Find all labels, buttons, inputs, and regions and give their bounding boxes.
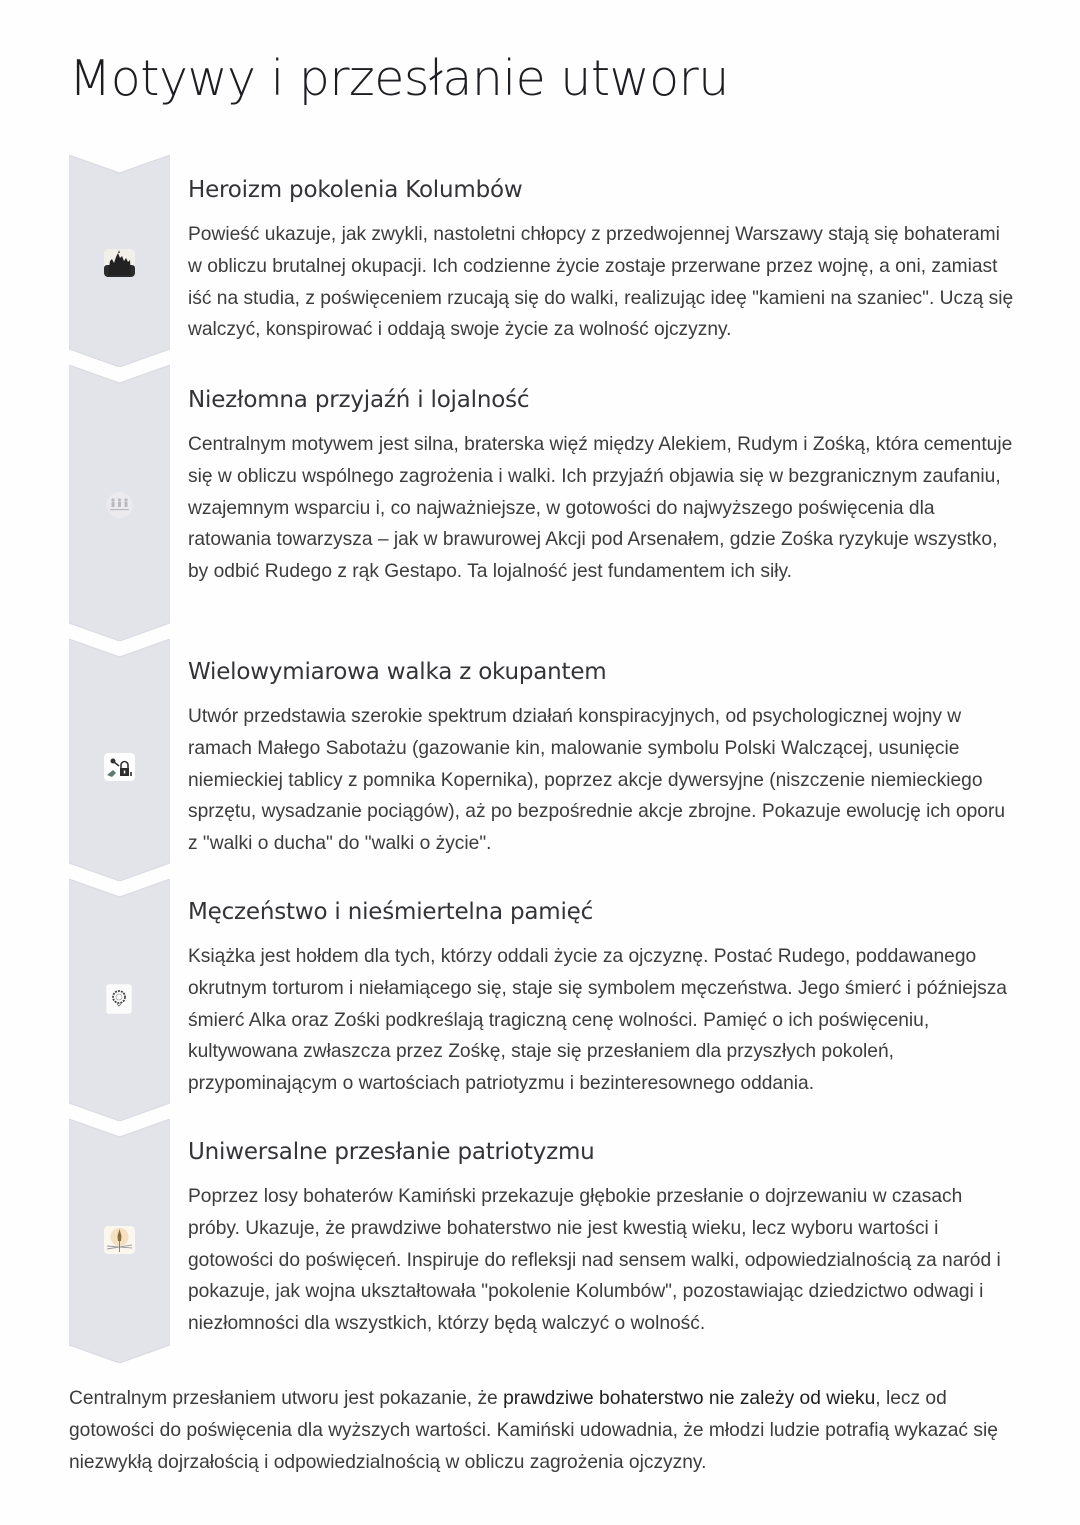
summary-paragraph xyxy=(69,1383,1019,1478)
step-title: Uniwersalne przesłanie patriotyzmu xyxy=(188,1139,595,1165)
soldiers-silhouette-icon xyxy=(104,249,135,277)
summary-text-after: , lecz od gotowości do poświęcenia dla wyższych wartości. Kamiński udowadnia, że młodzi ludzie potrafią wykazać się niezwykłą dojrzałością i odpowiedzialnością w obliczu zagrożenia ojczyzny. xyxy=(69,1388,998,1473)
step-title: Wielowymiarowa walka z okupantem xyxy=(188,659,607,685)
summary-text-before: Centralnym przesłaniem utworu jest pokazanie, że xyxy=(69,1388,504,1409)
timeline-step-patriotism xyxy=(69,1119,1029,1363)
step-description: Utwór przedstawia szerokie spektrum działań konspiracyjnych, od psychologicznej wojny w ramach Małego Sabotażu (gazowanie kin, malowanie symbolu Polski Walczącej, usunięcie niemieckiej tablicy z pomnika Kopernika), poprzez akcje dywersyjne (niszczenie niemieckiego sprzętu, wysadzanie pociągów), aż po bezpośrednie akcje zbrojne. Pokazuje ewolucję ich oporu z "walki o ducha" do "walki o życie". xyxy=(188,706,1006,855)
step-description: Książka jest hołdem dla tych, którzy oddali życie za ojczyznę. Postać Rudego, poddawanego okrutnym torturom i niełamiącego się, staje się symbolem męczeństwa. Jego śmierć i późniejsza śmierć Alka oraz Zośki podkreślają tragiczną cenę wolności. Pamięć o ich poświęceniu, kultywowana zwłaszcza przez Zośkę, staje się przesłaniem dla przyszłych pokoleń, przypominającym o wartościach patriotyzmu i bezinteresownego oddania. xyxy=(188,946,1007,1095)
memorial-wreath-icon xyxy=(106,984,132,1014)
timeline-step-martyrdom xyxy=(69,879,1029,1121)
patriotic-emblem-icon xyxy=(104,1226,135,1254)
step-title: Męczeństwo i nieśmiertelna pamięć xyxy=(188,899,594,925)
friends-group-icon xyxy=(104,491,135,519)
step-description: Centralnym motywem jest silna, braterska więź między Alekiem, Rudym i Zośką, która cementuje się w obliczu wspólnego zagrożenia i walki. Ich przyjaźń objawia się w bezgranicznym zaufaniu, wzajemnym wsparciu i, co najważniejsze, w gotowości do najwyższego poświęcenia dla ratowania towarzysza – jak w brawurowej Akcji pod Arsenałem, gdzie Zośka ryzykuje wszystko, by odbić Rudego z rąk Gestapo. Ta lojalność jest fundamentem ich siły. xyxy=(188,434,1013,583)
step-title: Niezłomna przyjaźń i lojalność xyxy=(188,387,530,413)
timeline-step-friendship xyxy=(69,365,1029,641)
timeline-step-struggle xyxy=(69,639,1029,881)
sabotage-lock-icon xyxy=(104,753,135,781)
step-description: Poprzez losy bohaterów Kamiński przekazuje głębokie przesłanie o dojrzewaniu w czasach próby. Ukazuje, że prawdziwe bohaterstwo nie jest kwestią wieku, lecz wyboru wartości i gotowości do poświęceń. Inspiruje do refleksji nad sensem walki, odpowiedzialnością za naród i pokazuje, jak wojna ukształtowała "pokolenie Kolumbów", pozostawiając dziedzictwo odwagi i niezłomności dla wszystkich, którzy będą walczyć o wolność. xyxy=(188,1186,1001,1335)
timeline-step-heroism xyxy=(69,155,1029,367)
summary-emphasis: prawdziwe bohaterstwo nie zależy od wieku xyxy=(503,1388,876,1409)
page-title: Motywy i przesłanie utworu xyxy=(69,50,729,107)
step-description: Powieść ukazuje, jak zwykli, nastoletni chłopcy z przedwojennej Warszawy stają się bohaterami w obliczu brutalnej okupacji. Ich codzienne życie zostaje przerwane przez wojnę, a oni, zamiast iść na studia, z poświęceniem rzucają się do walki, realizując ideę "kamieni na szaniec". Uczą się walczyć, konspirować i oddają swoje życie za wolność ojczyzny. xyxy=(188,224,1014,341)
step-title: Heroizm pokolenia Kolumbów xyxy=(188,177,523,203)
